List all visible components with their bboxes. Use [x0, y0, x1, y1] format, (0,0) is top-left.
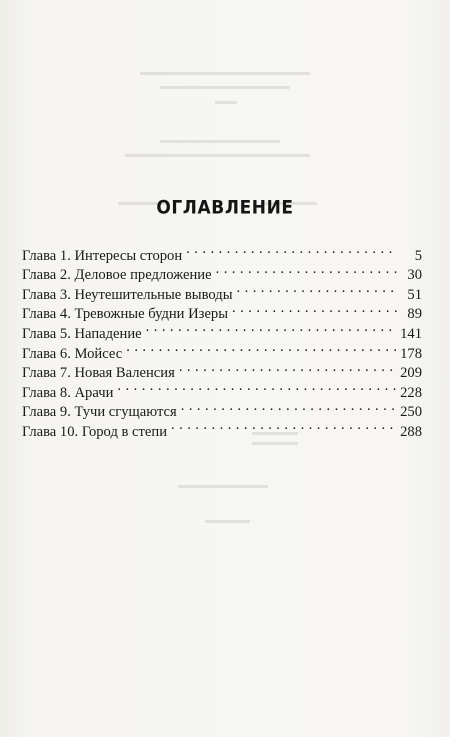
toc-entry-page: 51 — [407, 286, 422, 303]
toc-entry-label: Глава 8. Арачи — [22, 384, 114, 401]
toc-entry-label: Глава 5. Нападение — [22, 325, 142, 342]
toc-entry-label: Глава 3. Неутешительные выводы — [22, 286, 233, 303]
dot-leader — [117, 377, 397, 397]
dot-leader — [146, 318, 397, 338]
toc-entry-label: Глава 4. Тревожные будни Изеры — [22, 306, 229, 323]
toc-entry-label: Глава 9. Тучи сгущаются — [22, 404, 177, 421]
toc-entry-label: Глава 6. Мойсес — [22, 345, 123, 362]
toc-entry-page: 178 — [400, 345, 422, 362]
dot-leader — [171, 416, 397, 436]
toc-entry-label: Глава 10. Город в степи — [22, 423, 168, 440]
toc-entry-page: 141 — [400, 325, 422, 342]
ghost-line — [205, 520, 250, 523]
toc-entry-label: Глава 2. Деловое предложение — [22, 267, 212, 284]
dot-leader — [216, 260, 397, 280]
toc-entry-page: 228 — [400, 384, 422, 401]
toc-entry-page: 89 — [407, 306, 422, 323]
toc-entry — [22, 240, 422, 264]
ghost-line — [178, 485, 268, 488]
ghost-line — [160, 86, 290, 89]
ghost-line — [252, 442, 298, 445]
toc-entry-label: Глава 1. Интересы сторон — [22, 247, 183, 264]
ghost-line — [140, 72, 310, 75]
dot-leader — [186, 240, 397, 260]
toc-entry-page: 30 — [407, 267, 422, 284]
table-of-contents — [22, 240, 422, 440]
toc-entry-page: 209 — [400, 365, 422, 382]
toc-entry-label: Глава 7. Новая Валенсия — [22, 365, 175, 382]
dot-leader — [181, 397, 397, 417]
dot-leader — [179, 358, 397, 378]
ghost-line — [160, 140, 280, 143]
page-title: ОГЛАВЛЕНИЕ — [156, 197, 294, 219]
dot-leader — [232, 299, 397, 319]
toc-entry-page: 250 — [400, 404, 422, 421]
dot-leader — [237, 279, 398, 299]
ghost-line — [215, 101, 237, 104]
dot-leader — [126, 338, 397, 358]
toc-entry-page: 288 — [400, 423, 422, 440]
toc-entry-page: 5 — [414, 247, 422, 264]
ghost-line — [125, 154, 310, 157]
